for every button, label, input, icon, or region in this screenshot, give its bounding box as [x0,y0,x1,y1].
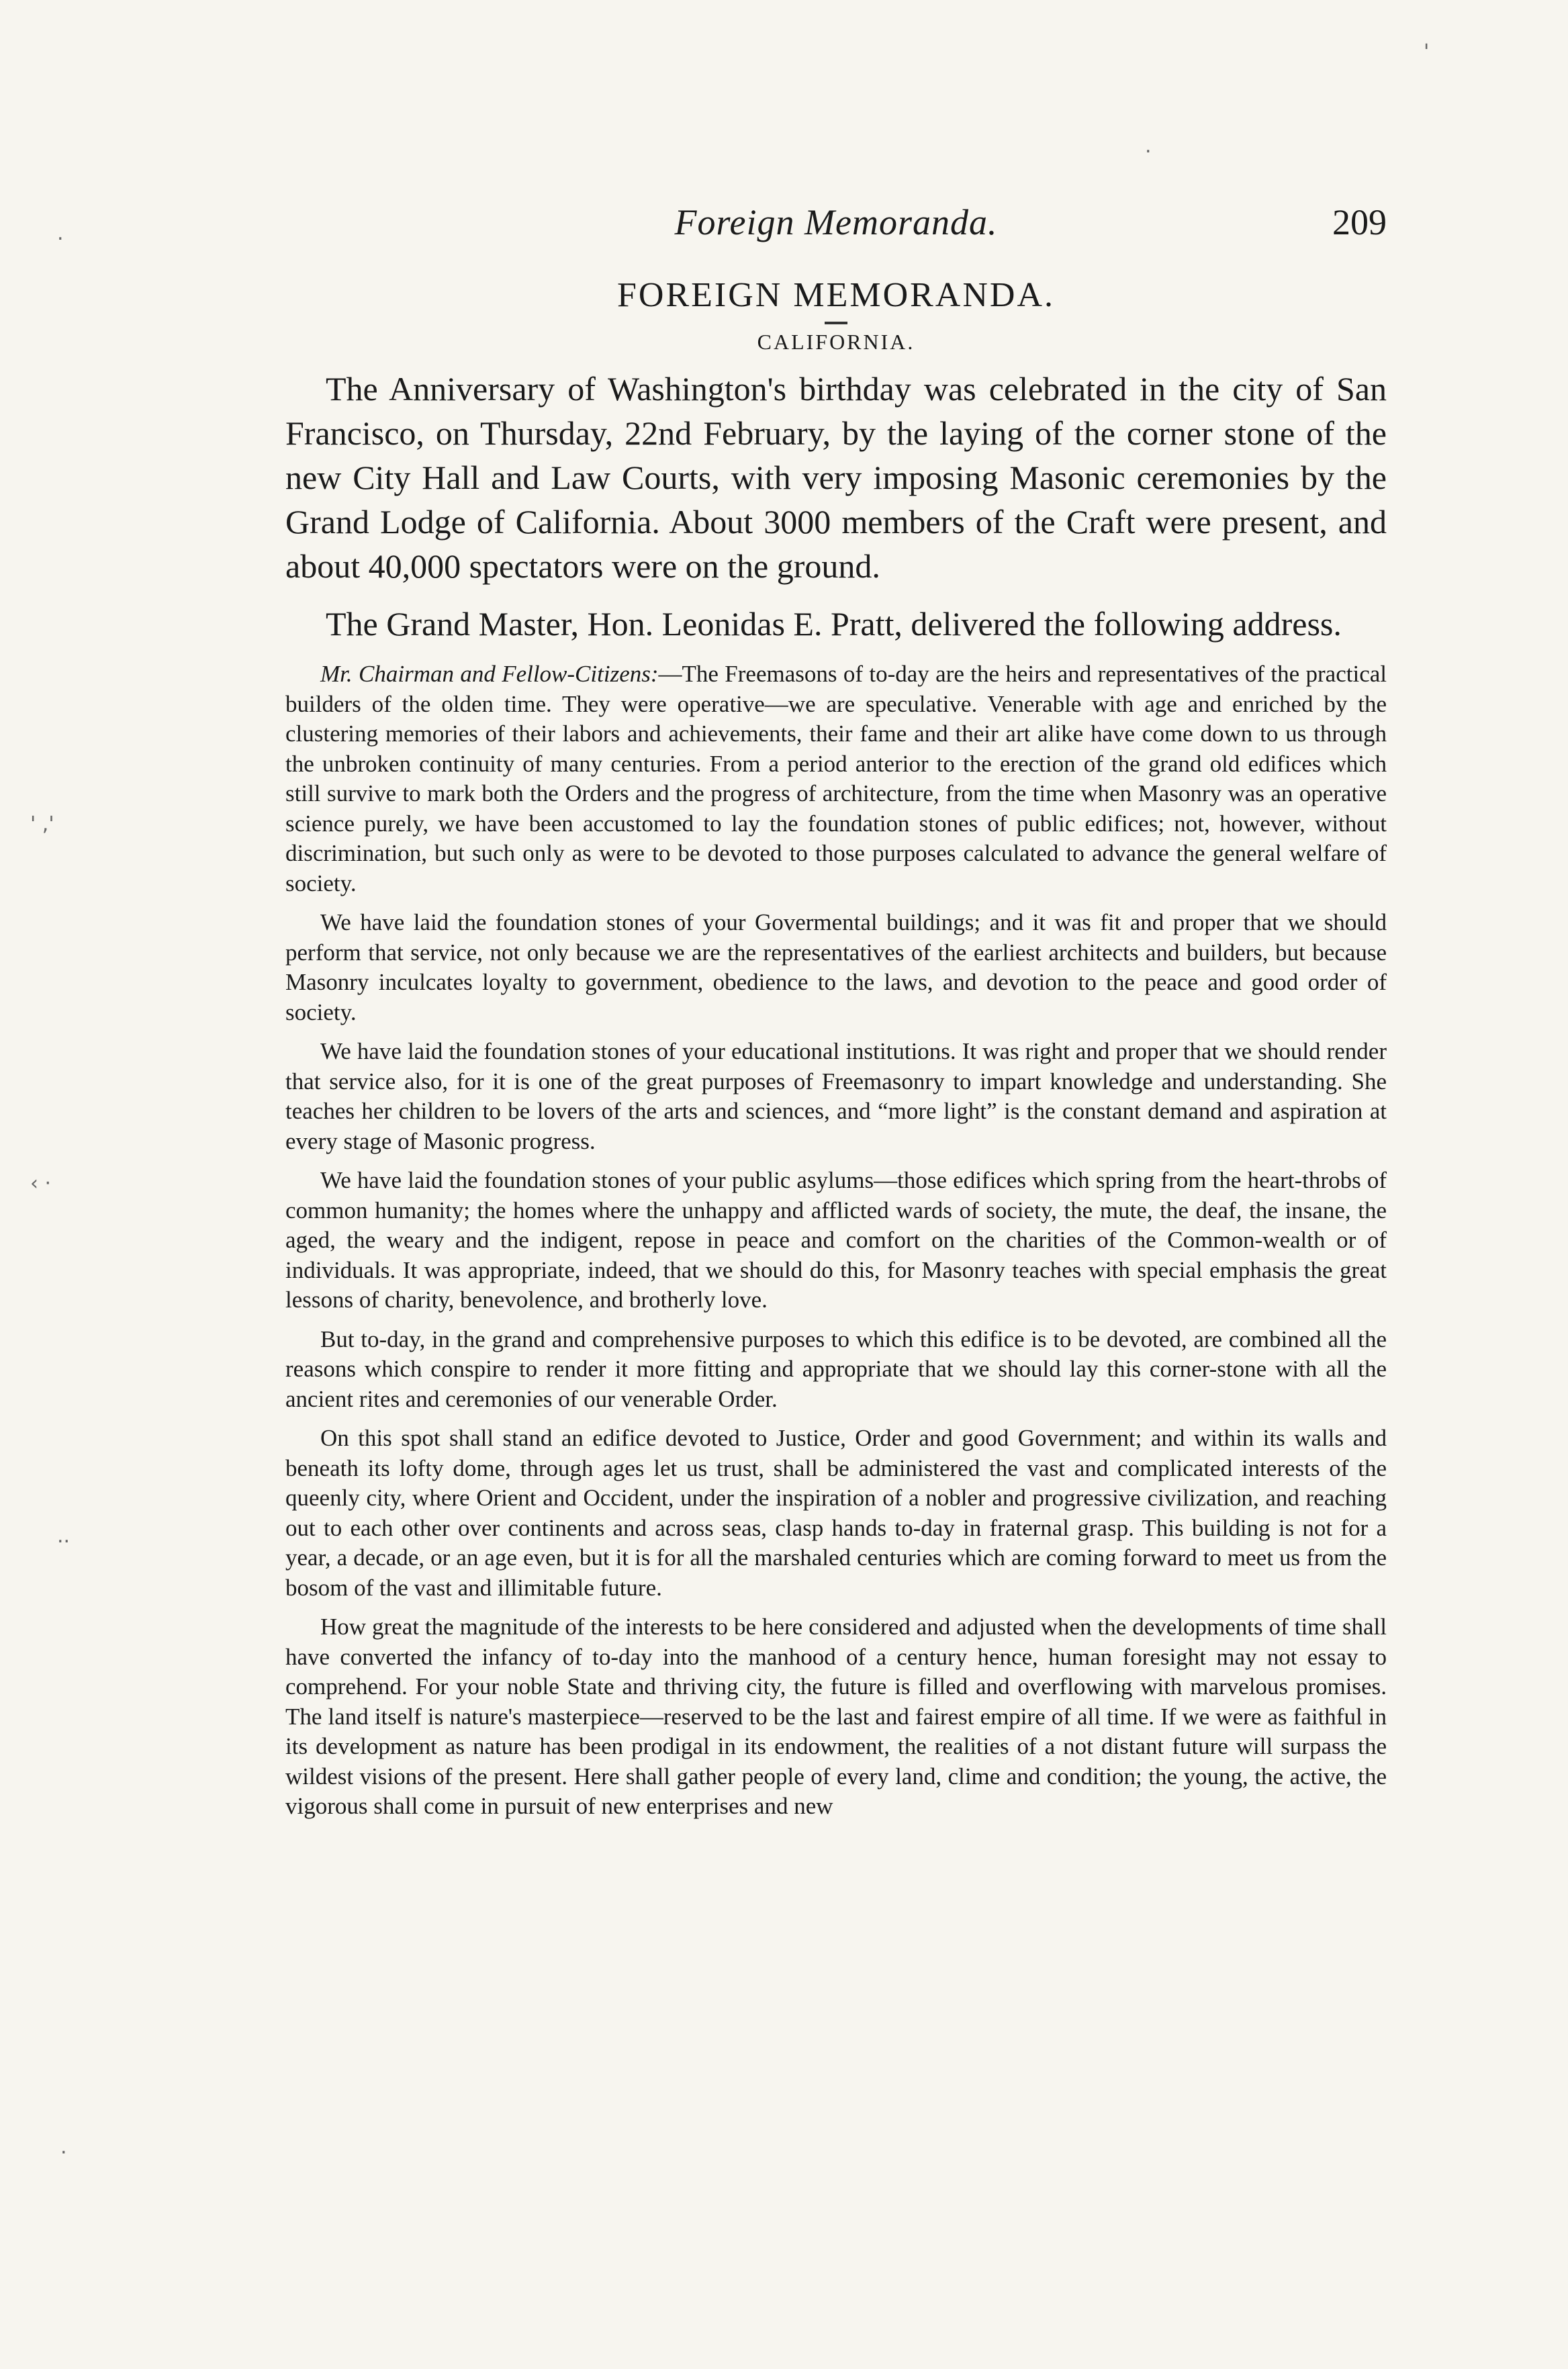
address-paragraph: But to-day, in the grand and comprehensive purposes to which this edifice is to be devoted, are combined all the reasons which conspire to render it more fitting and appropriate that we should lay this corner-stone with all the ancient rites and ceremonies of our venerable Order. [285,1326,1387,1412]
intro-paragraph: The Anniversary of Washington's birthday was celebrated in the city of San Francisco, on Thursday, 22nd February, by the laying of the corner stone of the new City Hall and Law Courts, with very imposing Masonic ceremonies by the Grand Lodge of California. About 3000 members of the Craft were present, and about 40,000 spectators were on the ground. [285,370,1387,585]
margin-speck: . [60,2135,67,2159]
section-title: FOREIGN MEMORANDA. [616,276,1056,314]
address-paragraph: We have laid the foundation stones of your public asylums—those edifices which spring from the heart-throbs of common humanity; the homes where the unhappy and afflicted wards of society, the mute, the deaf, the insane, the aged, the weary and the indigent, repose in peace and comfort on the charities of the Common-wealth or of individuals. It was appropriate, indeed, that we should do this, for Masonry teaches with special emphasis the great lessons of charity, benevolence, and brotherly love. [285,1167,1387,1313]
address-opening-text: —The Freemasons of to-day are the heirs and representatives of the practical builders of the olden time. They were operative—we are speculative. Venerable with age and enriched by the clustering memories of their labors and achievements, their fame and their art alike have come down to us through the unbroken continuity of many centuries. From a period anterior to the erection of the grand old edifices which still survive to mark both the Orders and the progress of architecture, from the time when Masonry was an operative science purely, we have been accustomed to lay the foundation stones of public edifices; not, however, without discrimination, but such only as were to be devoted to those purposes calculated to advance the general welfare of society. [285,661,1387,896]
page-number: 209 [1332,202,1387,242]
subsection-title: CALIFORNIA. [757,330,915,354]
address-paragraph [285,659,1387,898]
intro-paragraph: The Grand Master, Hon. Leonidas E. Pratt, delivered the following address. [326,605,1342,643]
margin-speck: . [57,222,64,245]
margin-speck: ' [1424,40,1430,64]
margin-speck: .. [57,1524,71,1548]
running-title: Foreign Memoranda. [674,202,998,242]
margin-speck: . [1145,134,1152,158]
address-paragraph: We have laid the foundation stones of your Govermental buildings; and it was fit and proper that we should perform that service, not only because we are the representatives of the earliest architects and builders, but because Masonry inculcates loyalty to government, obedience to the laws, and devotion to the peace and good order of society. [285,909,1387,1025]
address-paragraph: On this spot shall stand an edifice devoted to Justice, Order and good Government; and within its walls and beneath its lofty dome, through ages let us trust, shall be administered the vast and complicated interests of the queenly city, where Orient and Occident, under the inspiration of a nobler and progressive civilization, and reaching out to each other over continents and across seas, clasp hands to-day in fraternal grasp. This building is not for a year, a decade, or an age even, but it is for all the marshaled centuries which are coming forward to meet us from the bosom of the vast and illimitable future. [285,1425,1387,1601]
address-paragraph: We have laid the foundation stones of your educational institutions. It was right and proper that we should render that service also, for it is one of the great purposes of Freemasonry to impart knowledge and understanding. She teaches her children to be lovers of the arts and sciences, and “more light” is the constant demand and aspiration at every stage of Masonic progress. [285,1038,1387,1154]
address-paragraph: How great the magnitude of the interests to be here considered and adjusted when the developments of time shall have converted the infancy of to-day into the manhood of a century hence, human foresight may not essay to comprehend. For your noble State and thriving city, the future is filled and overflowing with marvelous promises. The land itself is nature's masterpiece—reserved to be the last and fairest empire of all time. If we were as faithful in its development as nature has been prodigal in its endowment, the realities of a not distant future will surpass the wildest visions of the present. Here shall gather people of every land, clime and condition; the young, the active, the vigorous shall come in pursuit of new enterprises and new [285,1614,1387,1819]
running-head [285,201,1387,255]
margin-speck: ' ,' [30,812,54,836]
margin-speck: ‹ · [30,1172,52,1195]
document-page [285,201,1387,1831]
salutation: Mr. Chairman and Fellow-Citizens: [320,661,659,687]
section-rule [825,322,847,324]
